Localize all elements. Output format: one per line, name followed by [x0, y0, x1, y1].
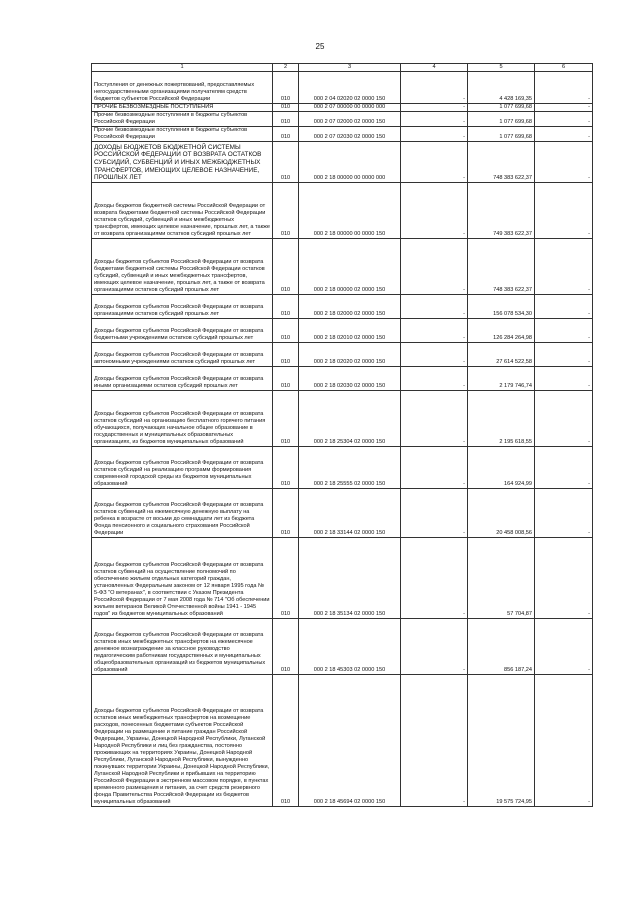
row-name: Доходы бюджетов субъектов Российской Федерации от возврата остатков субвенций на ежемесячную денежную выплату на ребенка в возрасте от восьми до семнадцати лет из бюджета Фонда пенсионного и социального страхования Российской Федерации — [92, 488, 273, 537]
row-plan-value: - — [401, 111, 468, 126]
row-plan-value: - — [401, 537, 468, 618]
row-remainder-value: - — [535, 141, 593, 182]
row-executed-value: 2 179 746,74 — [468, 366, 535, 390]
row-line-code: 010 — [273, 141, 299, 182]
row-plan-value: - — [401, 294, 468, 318]
row-budget-code: 000 2 18 45694 02 0000 150 — [299, 674, 401, 806]
row-line-code: 010 — [273, 390, 299, 446]
table-row — [92, 342, 593, 366]
row-executed-value: 748 383 622,37 — [468, 141, 535, 182]
row-plan-value: - — [401, 71, 468, 103]
row-executed-value: 20 458 008,56 — [468, 488, 535, 537]
table-row — [92, 126, 593, 141]
row-plan-value: - — [401, 126, 468, 141]
table-row — [92, 182, 593, 238]
row-remainder-value: - — [535, 238, 593, 294]
row-budget-code: 000 2 07 02030 02 0000 150 — [299, 126, 401, 141]
row-plan-value: - — [401, 182, 468, 238]
row-budget-code: 000 2 18 00000 02 0000 150 — [299, 238, 401, 294]
row-plan-value: - — [401, 618, 468, 674]
row-plan-value: - — [401, 318, 468, 342]
table-row — [92, 674, 593, 806]
row-name: Доходы бюджетов субъектов Российской Федерации от возврата бюджетными учреждениями остатков субсидий прошлых лет — [92, 318, 273, 342]
row-remainder-value: - — [535, 318, 593, 342]
row-name: Доходы бюджетов субъектов Российской Федерации от возврата иными организациями остатков субсидий прошлых лет — [92, 366, 273, 390]
row-budget-code: 000 2 18 02000 02 0000 150 — [299, 294, 401, 318]
column-header: 3 — [299, 64, 401, 72]
row-name: Доходы бюджетов субъектов Российской Федерации от возврата остатков иных межбюджетных трансфертов на ежемесячное денежное вознаграждение за классное руководство педагогическим работникам государственных и муниципальных общеобразовательных организаций из бюджетов муниципальных образований — [92, 618, 273, 674]
table-row — [92, 71, 593, 103]
row-executed-value: 19 575 724,95 — [468, 674, 535, 806]
page-number: 25 — [315, 42, 325, 51]
row-remainder-value: - — [535, 182, 593, 238]
row-budget-code: 000 2 18 02030 02 0000 150 — [299, 366, 401, 390]
row-line-code: 010 — [273, 318, 299, 342]
row-name: Доходы бюджетов бюджетной системы Российской Федерации от возврата бюджетами бюджетной системы Российской Федерации остатков субсидий, субвенций и иных межбюджетных трансфертов, имеющих целевое назначение, прошлых лет, а также от возврата организациями остатков субсидий прошлых лет — [92, 182, 273, 238]
row-line-code: 010 — [273, 126, 299, 141]
table-row — [92, 390, 593, 446]
table-row — [92, 103, 593, 111]
row-budget-code: 000 2 18 33144 02 0000 150 — [299, 488, 401, 537]
row-line-code: 010 — [273, 446, 299, 488]
table-row — [92, 141, 593, 182]
column-numbers-row — [92, 64, 593, 72]
row-name: Доходы бюджетов субъектов Российской Федерации от возврата остатков субсидий на реализацию программ формирования современной городской среды из бюджетов муниципальных образований — [92, 446, 273, 488]
table-row — [92, 446, 593, 488]
row-remainder-value: - — [535, 103, 593, 111]
column-header: 2 — [273, 64, 299, 72]
row-remainder-value: - — [535, 342, 593, 366]
row-remainder-value: - — [535, 446, 593, 488]
row-plan-value: - — [401, 366, 468, 390]
row-budget-code: 000 2 18 25304 02 0000 150 — [299, 390, 401, 446]
row-executed-value: 749 383 622,37 — [468, 182, 535, 238]
row-name: Доходы бюджетов субъектов Российской Федерации от возврата остатков субсидий на организацию бесплатного горячего питания обучающихся, получающих начальное общее образование в государственных и муниципальных образовательных организациях, из бюджетов муниципальных образований — [92, 390, 273, 446]
column-header: 5 — [468, 64, 535, 72]
row-remainder-value: - — [535, 366, 593, 390]
table-row — [92, 294, 593, 318]
row-remainder-value: - — [535, 71, 593, 103]
report-table — [91, 63, 593, 807]
table-row — [92, 318, 593, 342]
row-name: Доходы бюджетов субъектов Российской Федерации от возврата автономными учреждениями остатков субсидий прошлых лет — [92, 342, 273, 366]
row-name: Доходы бюджетов субъектов Российской Федерации от возврата организациями остатков субсидий прошлых лет — [92, 294, 273, 318]
row-budget-code: 000 2 18 25555 02 0000 150 — [299, 446, 401, 488]
row-executed-value: 748 383 622,37 — [468, 238, 535, 294]
row-executed-value: 4 428 169,35 — [468, 71, 535, 103]
row-line-code: 010 — [273, 294, 299, 318]
row-line-code: 010 — [273, 342, 299, 366]
row-remainder-value: - — [535, 390, 593, 446]
row-remainder-value: - — [535, 294, 593, 318]
table-row — [92, 366, 593, 390]
row-budget-code: 000 2 18 35134 02 0000 150 — [299, 537, 401, 618]
row-budget-code: 000 2 04 02020 02 0000 150 — [299, 71, 401, 103]
row-plan-value: - — [401, 103, 468, 111]
row-remainder-value: - — [535, 126, 593, 141]
table-row — [92, 111, 593, 126]
row-plan-value: - — [401, 238, 468, 294]
row-executed-value: 856 187,24 — [468, 618, 535, 674]
row-line-code: 010 — [273, 618, 299, 674]
row-executed-value: 2 195 618,55 — [468, 390, 535, 446]
row-line-code: 010 — [273, 71, 299, 103]
row-remainder-value: - — [535, 618, 593, 674]
table-row — [92, 488, 593, 537]
row-budget-code: 000 2 07 00000 00 0000 000 — [299, 103, 401, 111]
column-header: 4 — [401, 64, 468, 72]
row-remainder-value: - — [535, 537, 593, 618]
column-header: 1 — [92, 64, 273, 72]
row-name: Прочие безвозмездные поступления в бюджеты субъектов Российской Федерации — [92, 126, 273, 141]
row-budget-code: 000 2 18 45303 02 0000 150 — [299, 618, 401, 674]
row-plan-value: - — [401, 141, 468, 182]
row-name: ПРОЧИЕ БЕЗВОЗМЕЗДНЫЕ ПОСТУПЛЕНИЯ — [92, 103, 273, 111]
row-name: Доходы бюджетов субъектов Российской Федерации от возврата бюджетами бюджетной системы Российской Федерации остатков субсидий, субвенций и иных межбюджетных трансфертов, имеющих целевое назначение, прошлых лет, а также от возврата организациями остатков субсидий прошлых лет — [92, 238, 273, 294]
row-executed-value: 164 924,99 — [468, 446, 535, 488]
row-line-code: 010 — [273, 238, 299, 294]
row-budget-code: 000 2 18 02010 02 0000 150 — [299, 318, 401, 342]
row-plan-value: - — [401, 488, 468, 537]
row-name: Поступления от денежных пожертвований, предоставляемых негосударственными организациями получателям средств бюджетов субъектов Российской Федерации — [92, 71, 273, 103]
row-plan-value: - — [401, 390, 468, 446]
row-executed-value: 1 077 699,68 — [468, 103, 535, 111]
row-executed-value: 27 614 522,58 — [468, 342, 535, 366]
row-budget-code: 000 2 18 00000 00 0000 000 — [299, 141, 401, 182]
row-line-code: 010 — [273, 111, 299, 126]
row-executed-value: 126 284 264,98 — [468, 318, 535, 342]
row-line-code: 010 — [273, 103, 299, 111]
row-remainder-value: - — [535, 111, 593, 126]
table-row — [92, 537, 593, 618]
table-row — [92, 238, 593, 294]
row-name: Доходы бюджетов субъектов Российской Федерации от возврата остатков субвенций на осуществление полномочий по обеспечению жильем отдельных категорий граждан, установленных Федеральным законом от 12 января 1995 года № 5-ФЗ "О ветеранах", в соответствии с Указом Президента Российской Федерации от 7 мая 2008 года № 714 "Об обеспечении жильем ветеранов Великой Отечественной войны 1941 - 1945 годов" из бюджетов муниципальных образований — [92, 537, 273, 618]
row-line-code: 010 — [273, 537, 299, 618]
column-header: 6 — [535, 64, 593, 72]
row-executed-value: 57 704,87 — [468, 537, 535, 618]
row-line-code: 010 — [273, 366, 299, 390]
row-executed-value: 156 078 534,30 — [468, 294, 535, 318]
row-budget-code: 000 2 07 02000 02 0000 150 — [299, 111, 401, 126]
row-executed-value: 1 077 699,68 — [468, 126, 535, 141]
row-name: Доходы бюджетов субъектов Российской Федерации от возврата остатков иных межбюджетных трансфертов на возмещение расходов, понесенных бюджетами субъектов Российской Федерации на размещение и питание граждан Российской Федерации, Украины, Донецкой Народной Республики, Луганской Народной Республики и лиц без гражданства, постоянно проживающих на территориях Украины, Донецкой Народной Республики, Луганской Народной Республики, вынужденно покинувших территории Украины, Донецкой Народной Республики, Луганской Народной Республики и прибывших на территорию Российской Федерации в экстренном массовом порядке, в пунктах временного размещения и питания, за счет средств резервного фонда Правительства Российской Федерации из бюджетов муниципальных образований — [92, 674, 273, 806]
row-line-code: 010 — [273, 182, 299, 238]
row-plan-value: - — [401, 342, 468, 366]
row-name: ДОХОДЫ БЮДЖЕТОВ БЮДЖЕТНОЙ СИСТЕМЫ РОССИЙСКОЙ ФЕДЕРАЦИИ ОТ ВОЗВРАТА ОСТАТКОВ СУБСИДИЙ, СУБВЕНЦИЙ И ИНЫХ МЕЖБЮДЖЕТНЫХ ТРАНСФЕРТОВ, ИМЕЮЩИХ ЦЕЛЕВОЕ НАЗНАЧЕНИЕ, ПРОШЛЫХ ЛЕТ — [92, 141, 273, 182]
row-line-code: 010 — [273, 488, 299, 537]
row-line-code: 010 — [273, 674, 299, 806]
row-executed-value: 1 077 699,68 — [468, 111, 535, 126]
row-plan-value: - — [401, 674, 468, 806]
row-remainder-value: - — [535, 674, 593, 806]
row-budget-code: 000 2 18 00000 00 0000 150 — [299, 182, 401, 238]
row-remainder-value: - — [535, 488, 593, 537]
row-name: Прочие безвозмездные поступления в бюджеты субъектов Российской Федерации — [92, 111, 273, 126]
table-row — [92, 618, 593, 674]
row-plan-value: - — [401, 446, 468, 488]
row-budget-code: 000 2 18 02020 02 0000 150 — [299, 342, 401, 366]
